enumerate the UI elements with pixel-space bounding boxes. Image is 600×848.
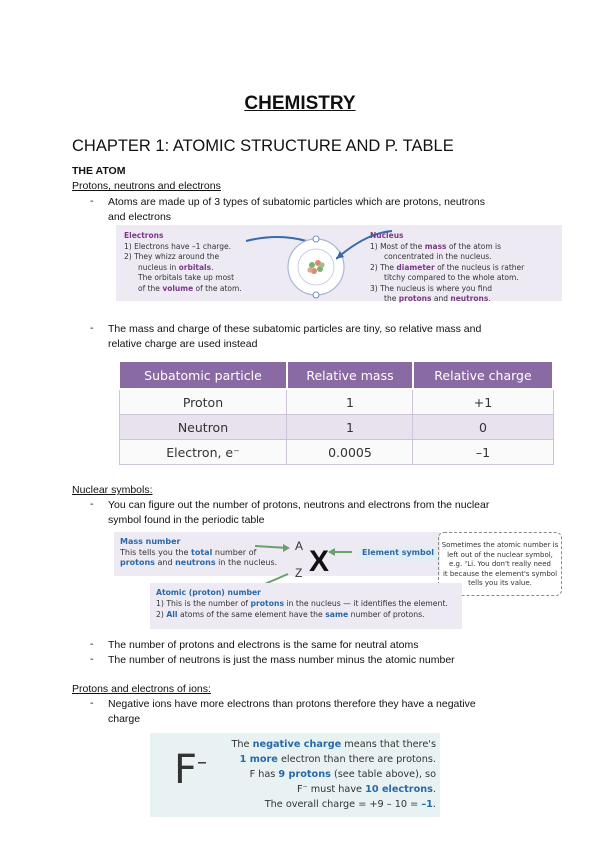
atom-figure [116, 225, 562, 301]
table-row [119, 389, 553, 415]
symbol-arrows [250, 536, 360, 586]
table-header: Relative mass [287, 361, 413, 389]
table-row [119, 440, 553, 465]
chapter-heading: CHAPTER 1: ATOMIC STRUCTURE AND P. TABLE [72, 137, 454, 155]
element-symbol-label: Element symbol [356, 546, 440, 561]
element-x: X [309, 545, 330, 578]
nucleus-text: Nucleus 1) Most of the mass of the atom is concentrated in the nucleus. 2) The diameter of the nucleus is rather titchy compared to the whole atom. 3) The nucleus is where you find the protons and neutrons. [370, 231, 525, 303]
neutron [309, 262, 315, 268]
electron [313, 292, 319, 298]
bullet-dash: - [90, 498, 94, 510]
subheading-particles: Protons, neutrons and electrons [72, 180, 221, 192]
neutron [319, 262, 324, 267]
table-header: Subatomic particle [119, 361, 287, 389]
table-cell: 1 [287, 415, 413, 440]
table-cell: +1 [413, 389, 553, 415]
bullet-text: The number of neutrons is just the mass number minus the atomic number [108, 654, 455, 666]
atomic-number-box: Atomic (proton) number 1) This is the number of protons in the nucleus — it identifies the element. 2) All atoms of the same element have the same number of protons. [150, 583, 462, 629]
bullet-dash: - [90, 653, 94, 665]
section-heading: THE ATOM [72, 165, 126, 177]
bullet-dash: - [90, 195, 94, 207]
subatomic-table [118, 360, 554, 465]
electrons-text: Electrons 1) Electrons have –1 charge. 2) They whizz around the nucleus in orbitals. The orbitals take up most of the volume of the atom. [124, 231, 242, 293]
bullet-text: You can figure out the number of protons, neutrons and electrons from the nuclear symbol found in the periodic table [108, 499, 490, 526]
bullet-text: Negative ions have more electrons than protons therefore they have a negative charge [108, 698, 476, 725]
bullet-text: The mass and charge of these subatomic particles are tiny, so relative mass and relative charge are used instead [108, 323, 482, 350]
table-cell: 1 [287, 389, 413, 415]
ion-symbol: F– [174, 747, 208, 793]
table-header: Relative charge [413, 361, 553, 389]
mass-number-symbol: A [295, 539, 304, 553]
bullet-text: Atoms are made up of 3 types of subatomic particles which are protons, neutrons and electrons [108, 196, 486, 223]
atomic-number-symbol: Z [295, 566, 303, 580]
electron [313, 236, 319, 242]
table-cell: 0.0005 [287, 440, 413, 465]
bullet-dash: - [90, 638, 94, 650]
note-box: Sometimes the atomic number is left out of the nuclear symbol, e.g. ⁷Li. You don't really need it because the element's symbol tells you its value. [438, 532, 562, 596]
table-cell: –1 [413, 440, 553, 465]
bullet-dash: - [90, 322, 94, 334]
table-cell: Proton [119, 389, 287, 415]
table-cell: Neutron [119, 415, 287, 440]
proton [307, 267, 312, 272]
table-cell: Electron, e⁻ [119, 440, 287, 465]
fluoride-figure [150, 733, 440, 817]
subheading-nuclear-symbols: Nuclear symbols: [72, 484, 153, 496]
table-cell: 0 [413, 415, 553, 440]
table-header-row [119, 361, 553, 389]
table-row [119, 415, 553, 440]
bullet-text: The number of protons and electrons is the same for neutral atoms [108, 639, 419, 651]
page-title: CHEMISTRY [244, 93, 356, 114]
subheading-ions: Protons and electrons of ions: [72, 683, 211, 695]
ion-explanation: The negative charge means that there's 1 more electron than there are protons. F has 9 protons (see table above), so F⁻ must have 10 electrons. The overall charge = +9 – 10 = –1. [231, 739, 436, 810]
bullet-dash: - [90, 697, 94, 709]
mass-number-box: Mass number This tells you the total number of protons and neutrons in the nucleus. [114, 532, 440, 576]
